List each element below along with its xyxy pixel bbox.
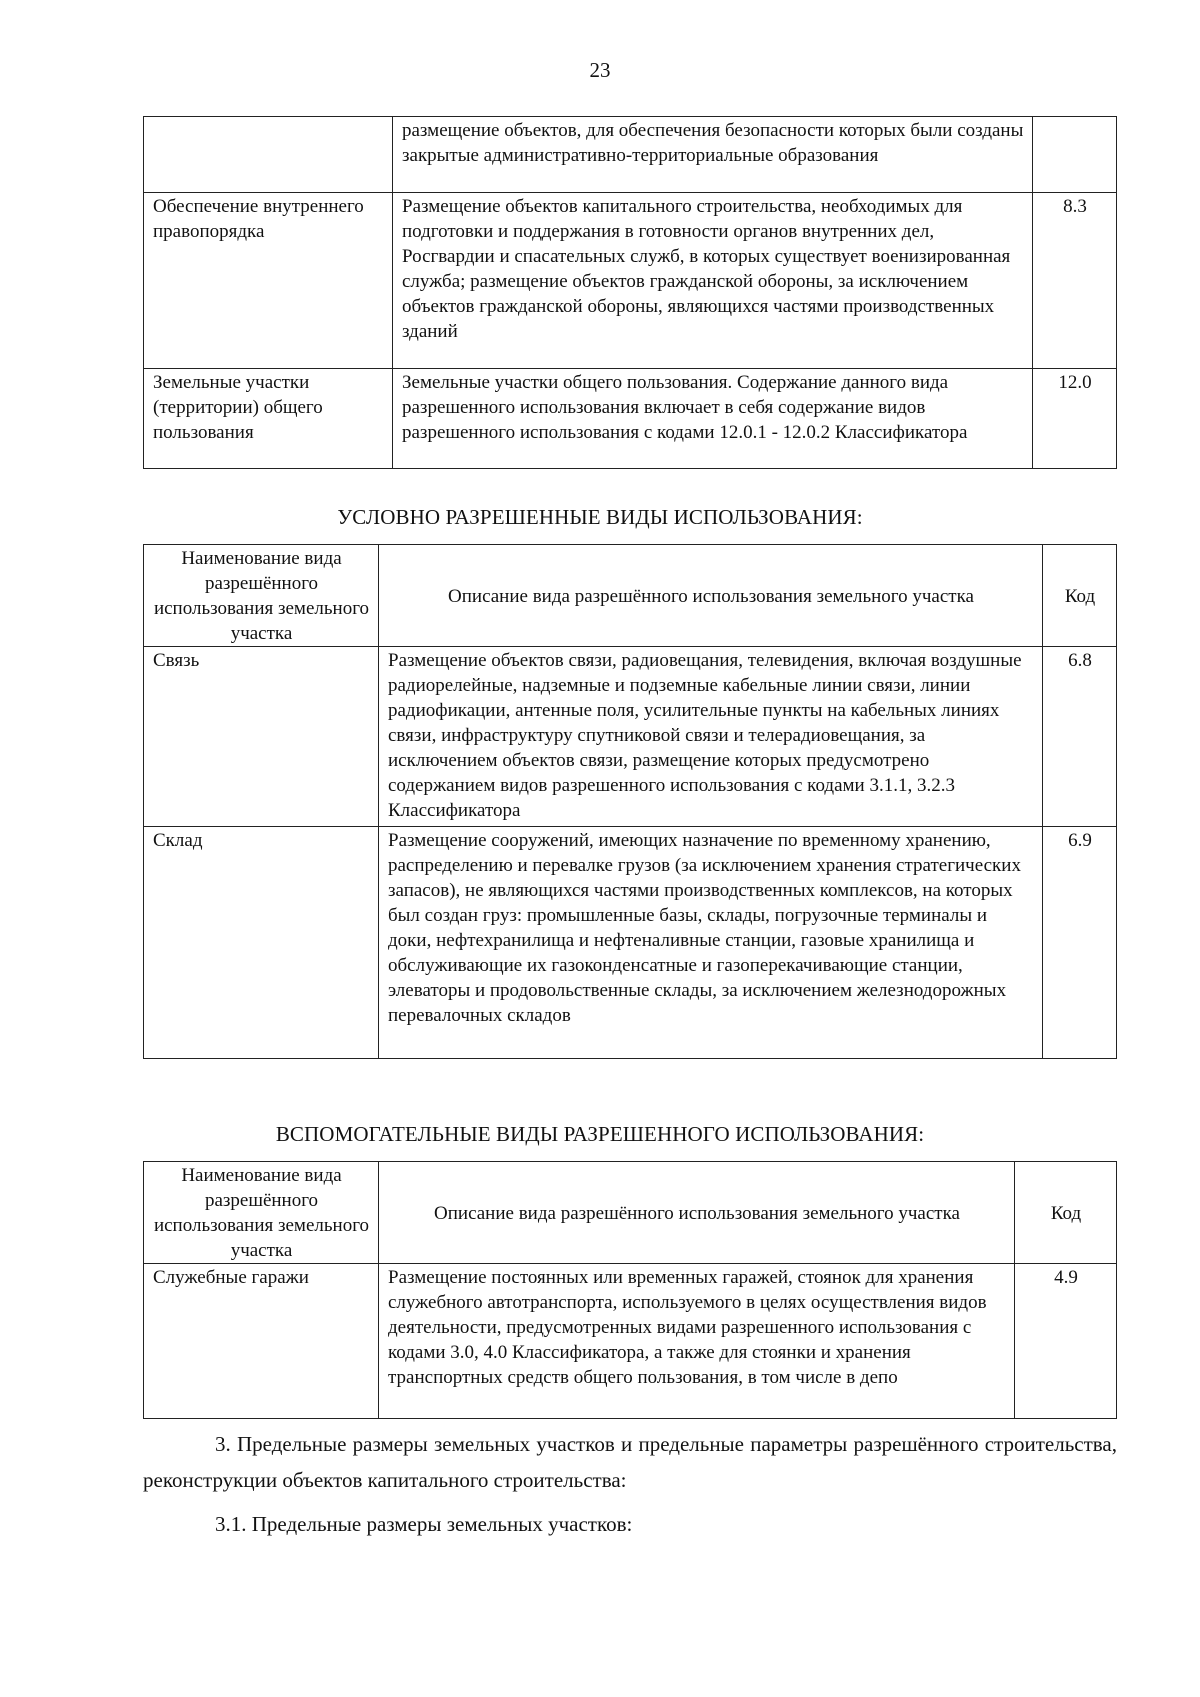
table-row xyxy=(144,193,1117,369)
page-number: 23 xyxy=(589,58,611,82)
use-description-cell: Размещение постоянных или временных гаражей, стоянок для хранения служебного автотранспорта, используемого в целях осуществления видов деятельности, предусмотренных видами разрешенного использования с кодами 3.0, 4.0 Классификатора, а также для стоянки и хранения транспортных средств общего пользования, в том числе в депо xyxy=(379,1264,1015,1419)
table-row xyxy=(144,117,1117,193)
table-row xyxy=(144,827,1117,1059)
use-code-cell: 12.0 xyxy=(1033,369,1117,469)
use-name-cell: Обеспечение внутреннего правопорядка xyxy=(144,193,393,369)
section-title-auxiliary-uses: ВСПОМОГАТЕЛЬНЫЕ ВИДЫ РАЗРЕШЕННОГО ИСПОЛЬЗОВАНИЯ: xyxy=(275,1122,925,1146)
use-name-cell: Служебные гаражи xyxy=(144,1264,379,1419)
use-code-cell: 8.3 xyxy=(1033,193,1117,369)
use-description-cell: размещение объектов, для обеспечения безопасности которых были созданы закрытые административно-территориальные образования xyxy=(393,117,1033,193)
table-conditional-uses xyxy=(143,544,1117,1059)
use-description-cell: Размещение сооружений, имеющих назначение по временному хранению, распределению и перевалке грузов (за исключением хранения стратегических запасов), не являющихся частями производственных комплексов, на которых был создан груз: промышленные базы, склады, погрузочные терминалы и доки, нефтехранилища и нефтеналивные станции, газовые хранилища и обслуживающие их газоконденсатные и газоперекачивающие станции, элеваторы и продовольственные склады, за исключением железнодорожных перевалочных складов xyxy=(379,827,1043,1059)
use-description-cell: Размещение объектов капитального строительства, необходимых для подготовки и поддержания в готовности органов внутренних дел, Росгвардии и спасательных служб, в которых существует военизированная служба; размещение объектов гражданской обороны, за исключением объектов гражданской обороны, являющихся частями производственных зданий xyxy=(393,193,1033,369)
use-description-cell: Земельные участки общего пользования. Содержание данного вида разрешенного использования включает в себя содержание видов разрешенного использования с кодами 12.0.1 - 12.0.2 Классификатора xyxy=(393,369,1033,469)
use-name-cell xyxy=(144,117,393,193)
column-header-name: Наименование вида разрешённого использования земельного участка xyxy=(144,1162,379,1264)
paragraph-land-plot-sizes: 3.1. Предельные размеры земельных участков: xyxy=(215,1512,633,1536)
use-code-cell xyxy=(1033,117,1117,193)
use-description-cell: Размещение объектов связи, радиовещания, телевидения, включая воздушные радиорелейные, надземные и подземные кабельные линии связи, линии радиофикации, антенные поля, усилительные пункты на кабельных линиях связи, инфраструктуру спутниковой связи и телерадиовещания, за исключением объектов связи, размещение которых предусмотрено содержанием видов разрешенного использования с кодами 3.1.1, 3.2.3 Классификатора xyxy=(379,647,1043,827)
column-header-code: Код xyxy=(1043,545,1117,647)
table-permitted-uses-continued xyxy=(143,116,1117,469)
use-name-cell: Склад xyxy=(144,827,379,1059)
column-header-name: Наименование вида разрешённого использования земельного участка xyxy=(144,545,379,647)
table-header-row xyxy=(144,1162,1117,1264)
use-name-cell: Земельные участки (территории) общего пользования xyxy=(144,369,393,469)
column-header-code: Код xyxy=(1015,1162,1117,1264)
column-header-description: Описание вида разрешённого использования земельного участка xyxy=(379,1162,1015,1264)
table-row xyxy=(144,369,1117,469)
table-header-row xyxy=(144,545,1117,647)
use-code-cell: 6.8 xyxy=(1043,647,1117,827)
table-row xyxy=(144,647,1117,827)
use-code-cell: 6.9 xyxy=(1043,827,1117,1059)
table-auxiliary-uses xyxy=(143,1161,1117,1419)
paragraph-limit-sizes: 3. Предельные размеры земельных участков и предельные параметры разрешённого строительства, реконструкции объектов капитального строительства: xyxy=(143,1432,1117,1492)
table-row xyxy=(144,1264,1117,1419)
use-name-cell: Связь xyxy=(144,647,379,827)
section-title-conditional-uses: УСЛОВНО РАЗРЕШЕННЫЕ ВИДЫ ИСПОЛЬЗОВАНИЯ: xyxy=(337,505,863,529)
column-header-description: Описание вида разрешённого использования земельного участка xyxy=(379,545,1043,647)
use-code-cell: 4.9 xyxy=(1015,1264,1117,1419)
